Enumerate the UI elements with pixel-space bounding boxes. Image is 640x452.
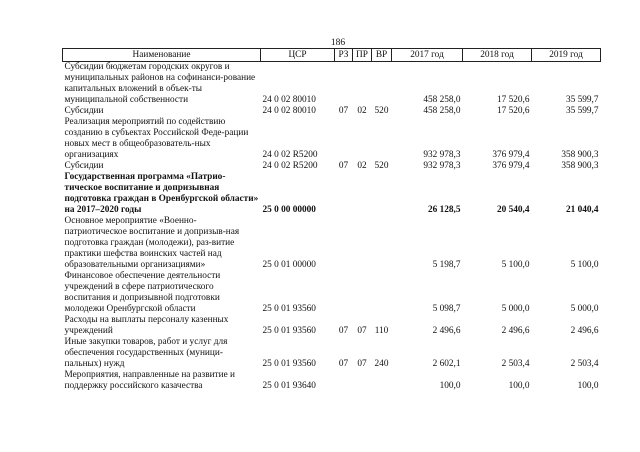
page-number: 186 <box>330 38 346 48</box>
cell-vr <box>372 62 392 107</box>
cell-rz <box>335 271 353 315</box>
cell-2018: 20 540,4 <box>496 205 530 215</box>
cell-2019: 358 900,3 <box>561 150 599 160</box>
cell-vr: 110 <box>374 326 389 336</box>
cell-csr: 25 0 01 93560 <box>262 359 316 369</box>
cell-2018: 376 979,4 <box>492 150 530 160</box>
cell-pr: 07 <box>357 359 367 369</box>
cell-rz: 07 <box>338 106 349 116</box>
cell-2018: 17 520,6 <box>496 106 530 116</box>
cell-name: Государственная программа «Патрио-тическое воспитание и допризывная подготовка граждан в Оренбургской области» на 2017–2020 годы <box>64 172 259 215</box>
cell-pr: 07 <box>357 326 367 336</box>
cell-vr: 520 <box>374 106 389 116</box>
header-vr: ВР <box>372 49 392 62</box>
table-row <box>63 117 601 161</box>
header-csr: ЦСР <box>261 49 335 62</box>
cell-name: Расходы на выплаты персоналу казенных учреждений <box>64 315 229 336</box>
cell-2017: 458 258,0 <box>423 106 461 116</box>
table-row <box>63 337 601 370</box>
cell-rz: 07 <box>338 359 349 369</box>
cell-rz <box>335 172 353 216</box>
cell-rz: 07 <box>338 161 349 171</box>
cell-name: Финансовое обеспечение деятельности учреждений в сфере патриотического воспитания и допризывной подготовки молодежи Оренбургской области <box>64 271 221 314</box>
table-body <box>63 62 601 393</box>
cell-vr: 240 <box>374 359 389 369</box>
cell-pr <box>353 370 372 392</box>
cell-2017: 26 128,5 <box>427 205 461 215</box>
cell-2018: 2 503,4 <box>501 359 530 369</box>
cell-2018: 17 520,6 <box>496 95 530 105</box>
cell-pr <box>353 62 372 107</box>
cell-2017: 932 978,3 <box>423 150 461 160</box>
header-pr: ПР <box>353 49 372 62</box>
cell-csr: 25 0 01 93560 <box>262 304 316 314</box>
cell-name: Мероприятия, направленные на развитие и поддержку российского казачества <box>64 370 236 391</box>
cell-2017: 100,0 <box>439 381 461 391</box>
table-row <box>63 161 601 172</box>
cell-csr: 24 0 02 R5200 <box>262 150 318 160</box>
cell-csr: 25 0 01 00000 <box>262 260 316 270</box>
cell-2018: 376 979,4 <box>492 161 530 171</box>
cell-rz <box>335 370 353 392</box>
cell-2017: 5 198,7 <box>432 260 461 270</box>
table-row <box>63 216 601 271</box>
cell-2017: 932 978,3 <box>423 161 461 171</box>
cell-2017: 458 258,0 <box>423 95 461 105</box>
table-row <box>63 106 601 117</box>
cell-2017: 5 098,7 <box>432 304 461 314</box>
cell-vr <box>372 271 392 315</box>
cell-vr <box>372 370 392 392</box>
cell-2018: 2 496,6 <box>501 326 530 336</box>
cell-pr <box>353 271 372 315</box>
cell-csr: 25 0 01 93640 <box>262 381 316 391</box>
cell-name: Субсидии <box>64 106 104 116</box>
cell-2019: 2 503,4 <box>570 359 599 369</box>
cell-name: Субсидии <box>64 161 104 171</box>
cell-name: Реализация мероприятий по содействию созданию в субъектах Российской Феде-рации новых мест в общеобразователь-ных организациях <box>64 117 249 160</box>
header-2018: 2018 год <box>463 49 532 62</box>
cell-rz: 07 <box>338 326 349 336</box>
cell-2018: 5 000,0 <box>501 304 530 314</box>
cell-vr <box>372 216 392 271</box>
cell-name: Иные закупки товаров, работ и услуг для обеспечения государственных (муници-пальных) нужд <box>64 337 228 369</box>
cell-csr: 24 0 02 80010 <box>262 106 316 116</box>
cell-2019: 100,0 <box>577 381 599 391</box>
cell-csr: 25 0 01 93560 <box>262 326 316 336</box>
cell-2018: 5 100,0 <box>501 260 530 270</box>
cell-pr: 02 <box>357 161 367 171</box>
cell-vr <box>372 117 392 161</box>
cell-rz <box>335 117 353 161</box>
cell-2019: 21 040,4 <box>565 205 599 215</box>
table-row <box>63 315 601 337</box>
cell-name: Основное мероприятие «Военно-патриотическое воспитание и допризыв-ная подготовка граждан (молодежи), раз-витие практики шефства воинских частей над образовательными организациями» <box>64 216 240 270</box>
cell-csr: 24 0 02 R5200 <box>262 161 318 171</box>
cell-vr <box>372 172 392 216</box>
header-row <box>63 49 601 62</box>
header-2017: 2017 год <box>392 49 463 62</box>
cell-2017: 2 602,1 <box>432 359 461 369</box>
cell-rz <box>335 62 353 107</box>
cell-csr: 25 0 00 00000 <box>262 205 316 215</box>
cell-vr: 520 <box>374 161 389 171</box>
cell-2019: 358 900,3 <box>561 161 599 171</box>
cell-2019: 35 599,7 <box>565 106 599 116</box>
cell-2019: 35 599,7 <box>565 95 599 105</box>
budget-table <box>62 48 601 392</box>
cell-2017: 2 496,6 <box>432 326 461 336</box>
cell-rz <box>335 216 353 271</box>
cell-2019: 5 000,0 <box>570 304 599 314</box>
table-row <box>63 271 601 315</box>
table-row <box>63 370 601 392</box>
cell-name: Субсидии бюджетам городских округов и муниципальных районов на софинанси-рование капитальных вложений в объек-ты муниципальной собственности <box>64 62 256 105</box>
header-name: Наименование <box>63 49 261 62</box>
cell-2018: 100,0 <box>508 381 530 391</box>
cell-pr <box>353 117 372 161</box>
table-row <box>63 62 601 107</box>
cell-pr <box>353 216 372 271</box>
cell-2019: 2 496,6 <box>570 326 599 336</box>
cell-pr: 02 <box>357 106 367 116</box>
cell-2019: 5 100,0 <box>570 260 599 270</box>
cell-pr <box>353 172 372 216</box>
table-row <box>63 172 601 216</box>
header-rz: РЗ <box>335 49 353 62</box>
cell-csr: 24 0 02 80010 <box>262 95 316 105</box>
header-2019: 2019 год <box>532 49 601 62</box>
